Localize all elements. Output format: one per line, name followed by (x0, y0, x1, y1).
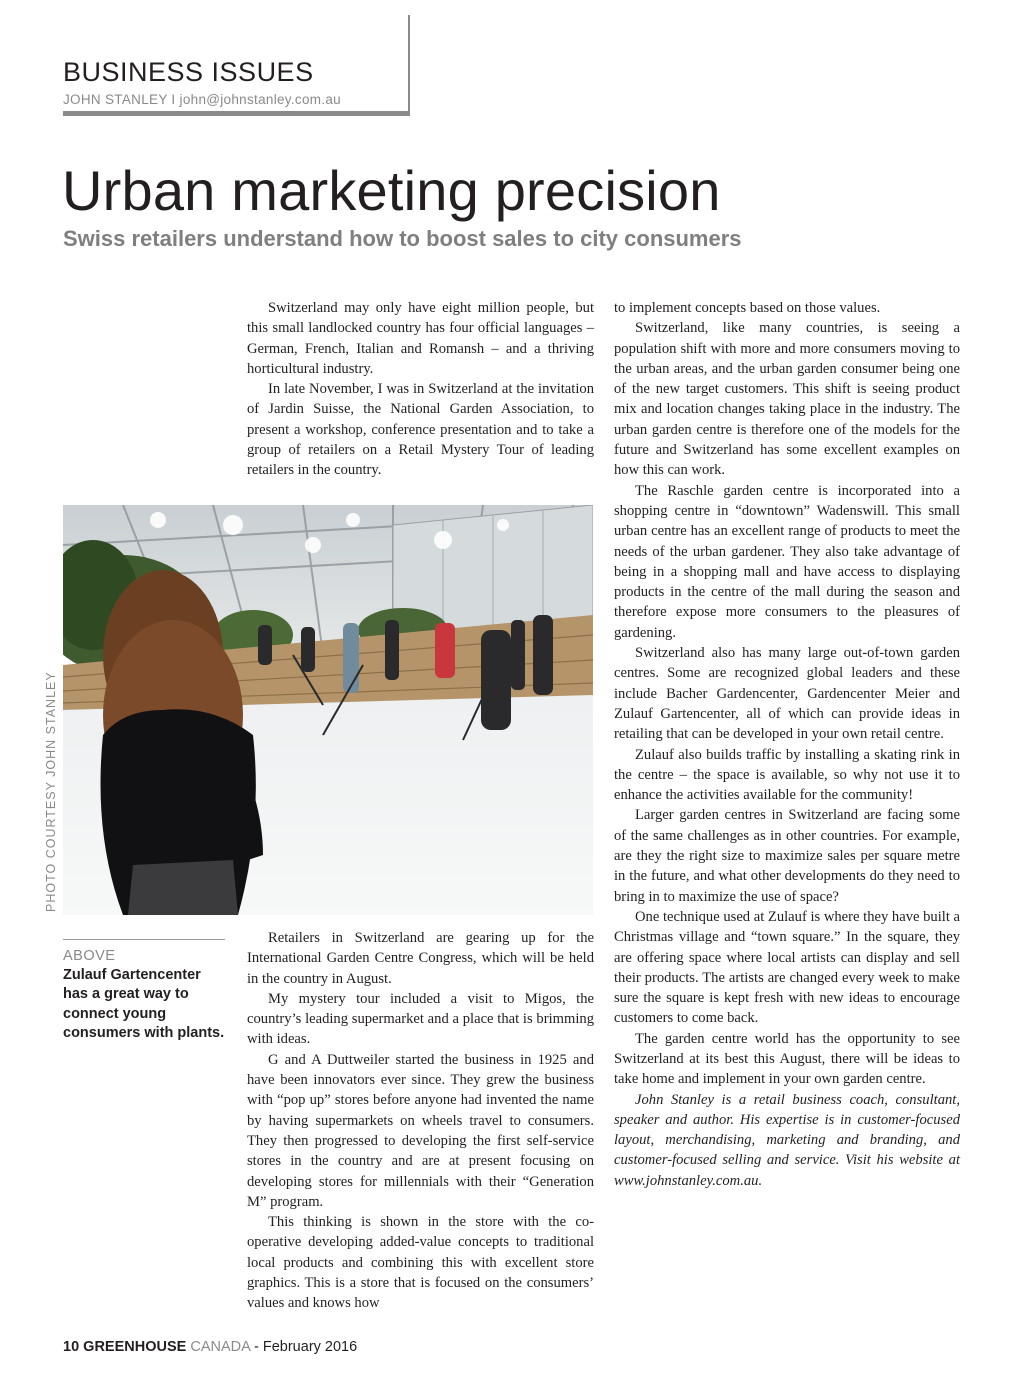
article-column-2 (614, 298, 960, 1191)
paragraph: The garden centre world has the opportunity to see Switzerland at its best this August, there will be ideas to take home and implement in your own garden centre. (614, 1030, 960, 1088)
paragraph-continuation: to implement concepts based on those values. (614, 300, 881, 316)
author-byline: JOHN STANLEY I john@johnstanley.com.au (63, 92, 341, 107)
article-headline: Urban marketing precision (62, 159, 721, 222)
paragraph: Zulauf also builds traffic by installing a skating rink in the centre – the space is available, so why not use it to enhance the activities available for the community! (614, 746, 960, 804)
paragraph: My mystery tour included a visit to Migos, the country’s leading supermarket and a place that is brimming with ideas. (247, 990, 594, 1048)
publication-country: CANADA (190, 1339, 250, 1355)
article-column-1-bottom (247, 928, 594, 1314)
caption-divider (63, 939, 225, 940)
section-header (63, 15, 410, 116)
page-footer (63, 1339, 357, 1355)
section-divider-vertical (408, 15, 410, 115)
article-column-1-top (247, 298, 594, 481)
paragraph: In late November, I was in Switzerland at the invitation of Jardin Suisse, the National Garden Association, to present a workshop, conference presentation and to take a group of retailers on a Retail Mystery Tour of leading retailers in the country. (247, 381, 594, 479)
paragraph: G and A Duttweiler started the business in 1925 and have been innovators ever since. They grew the business with “pop up” stores before anyone had invented the name by having supermarkets on wheels travel to consumers. They then progressed to developing the first self-service stores in the country and are at present focusing on developing stores for millennials with their “Generation M” program. (247, 1051, 594, 1210)
page-number: 10 (63, 1339, 80, 1355)
section-title: BUSINESS ISSUES (63, 57, 314, 87)
paragraph: Switzerland may only have eight million people, but this small landlocked country has four official languages – German, French, Italian and Romansh – and a thriving horticultural industry. (247, 300, 594, 377)
skating-rink-photo (63, 505, 593, 915)
paragraph: Retailers in Switzerland are gearing up for the International Garden Centre Congress, which will be held in the country in August. (247, 930, 594, 987)
publication-name: GREENHOUSE (83, 1339, 187, 1355)
section-divider-horizontal (63, 111, 410, 116)
author-bio: John Stanley is a retail business coach, consultant, speaker and author. His expertise is in customer-focused layout, merchandising, marketing and branding, and customer-focused selling and service. Visit his website at www.johnstanley.com.au. (614, 1091, 960, 1189)
issue-date: - February 2016 (249, 1339, 358, 1355)
paragraph: One technique used at Zulauf is where they have built a Christmas village and “town square.” In the square, they are offering space where local artists can display and sell their products. The artists are changed every week to make sure the square is kept fresh with new ideas to encourage customers to come back. (614, 908, 961, 1027)
caption-text: Zulauf Gartencenter has a great way to connect young consumers with plants. (63, 967, 225, 1041)
article-photo (63, 505, 593, 915)
photo-credit: PHOTO COURTESY JOHN STANLEY (44, 671, 58, 912)
paragraph: The Raschle garden centre is incorporated into a shopping centre in “downtown” Wadenswill. This small urban centre has an excellent range of products to meet the needs of the urban gardener. They also take advantage of being in a shopping mall and have access to displaying products in the centre of the mall during the season and therefore expose more consumers to the pleasures of gardening. (614, 482, 960, 641)
photo-caption (63, 939, 225, 1043)
article-subheadline: Swiss retailers understand how to boost sales to city consumers (63, 226, 742, 251)
paragraph: Switzerland also has many large out-of-town garden centres. Some are recognized global leaders and these include Bacher Gardencenter, Gardencenter Meier and Zulauf Gartencenter, all of which can provide ideas in retailing that can be developed in your own retail centre. (614, 645, 960, 743)
paragraph: This thinking is shown in the store with the co-operative developing added-value concepts to traditional local products and combining this with excellent store graphics. This is a store that is focused on the consumers’ values and knows how (247, 1214, 594, 1312)
paragraph: Switzerland, like many countries, is seeing a population shift with more and more consumers moving to the urban areas, and the urban garden consumer being one of the new target customers. This shift is seeing product mix and location changes taking place in the industry. The urban garden centre is therefore one of the models for the future and Switzerland has some excellent examples on how this can work. (614, 320, 960, 479)
paragraph: Larger garden centres in Switzerland are facing some of the same challenges as in other countries. For example, are they the right size to maximize sales per square metre in the future, and what other developments do they need to bring in to maximize the use of space? (614, 807, 960, 905)
caption-label: ABOVE (63, 948, 116, 964)
